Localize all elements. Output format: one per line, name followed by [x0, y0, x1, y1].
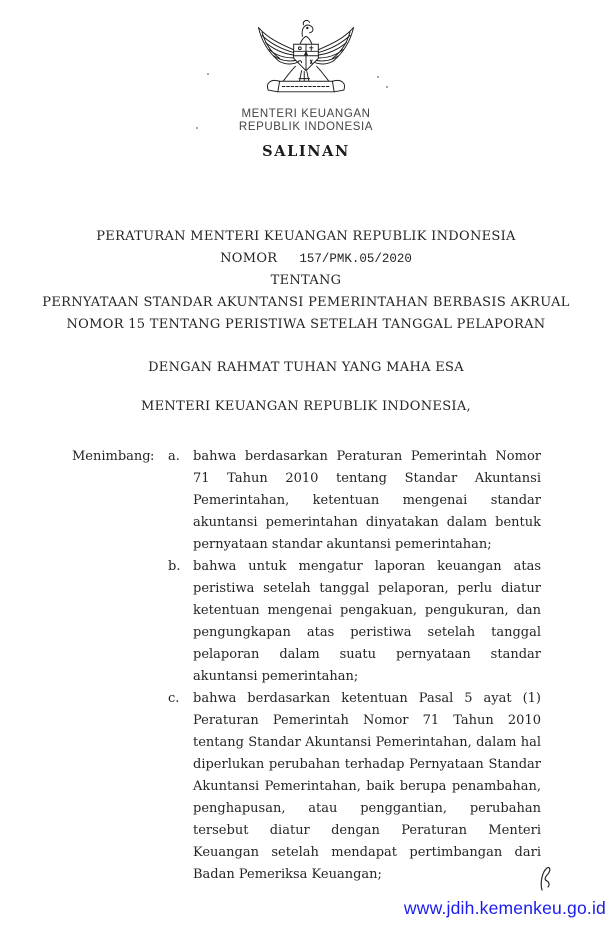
consideration-item-a: [168, 446, 541, 556]
letterhead: [0, 0, 612, 160]
subject-line-1: PERNYATAAN STANDAR AKUNTANSI PEMERINTAHAN BERBASIS AKRUAL: [42, 295, 570, 310]
invocation-line: DENGAN RAHMAT TUHAN YANG MAHA ESA: [148, 360, 464, 375]
ministry-name: [0, 108, 612, 134]
subject-line-2: NOMOR 15 TENTANG PERISTIWA SETELAH TANGGAL PELAPORAN: [66, 317, 546, 332]
item-text: bahwa berdasarkan ketentuan Pasal 5 ayat (1) Peraturan Pemerintah Nomor 71 Tahun 2010 tentang Standar Akuntansi Pemerintahan, dalam hal diperlukan perubahan terhadap Pernyataan Standar Akuntansi Pemerintahan, baik berupa penambahan, penghapusan, atau penggantian, perubahan tersebut diatur dengan Peraturan Menteri Keuangan setelah mendapat pertimbangan dari Badan Pemeriksa Keuangan;: [193, 691, 541, 882]
considerations-section: [72, 446, 541, 886]
scan-speck: [196, 127, 198, 129]
jdih-watermark-url: www.jdih.kemenkeu.go.id: [403, 898, 606, 918]
nomor-label: NOMOR: [220, 251, 278, 266]
scan-speck: [207, 73, 209, 75]
title-line-1: PERATURAN MENTERI KEUANGAN REPUBLIK INDONESIA: [96, 229, 516, 244]
item-text: bahwa untuk mengatur laporan keuangan atas peristiwa setelah tanggal pelaporan, perlu diatur ketentuan mengenai pengakuan, pengukuran, dan pengungkapan atas peristiwa setelah tanggal pelaporan dalam suatu pernyataan standar akuntansi pemerintahan;: [193, 559, 541, 684]
considerations-list: [168, 446, 541, 886]
ministry-line-2: REPUBLIK INDONESIA: [238, 121, 374, 133]
copy-label: SALINAN: [262, 143, 350, 160]
item-marker: a.: [168, 449, 180, 464]
nomor-value: 157/PMK.05/2020: [299, 252, 412, 266]
regulation-title: [0, 226, 612, 336]
consideration-item-c: [168, 688, 541, 886]
menimbang-separator: :: [150, 449, 155, 464]
item-marker: b.: [168, 559, 181, 574]
ministry-line-1: MENTERI KEUANGAN: [241, 108, 371, 120]
tentang-label: TENTANG: [270, 273, 342, 288]
item-marker: c.: [168, 691, 180, 706]
authority-line: MENTERI KEUANGAN REPUBLIK INDONESIA,: [141, 399, 471, 414]
item-text: bahwa berdasarkan Peraturan Pemerintah Nomor 71 Tahun 2010 tentang Standar Akuntansi Pemerintahan, ketentuan mengenai standar akuntansi pemerintahan dinyatakan dalam bentuk pernyataan standar akuntansi pemerintahan;: [193, 449, 541, 552]
scan-speck: [377, 76, 379, 78]
nomor-line: [10, 248, 612, 270]
scan-speck: [386, 86, 388, 88]
handwritten-paraph-icon: [538, 866, 554, 892]
garuda-pancasila-emblem: [253, 17, 359, 105]
consideration-item-b: [168, 556, 541, 688]
menimbang-label: Menimbang: [72, 449, 151, 464]
